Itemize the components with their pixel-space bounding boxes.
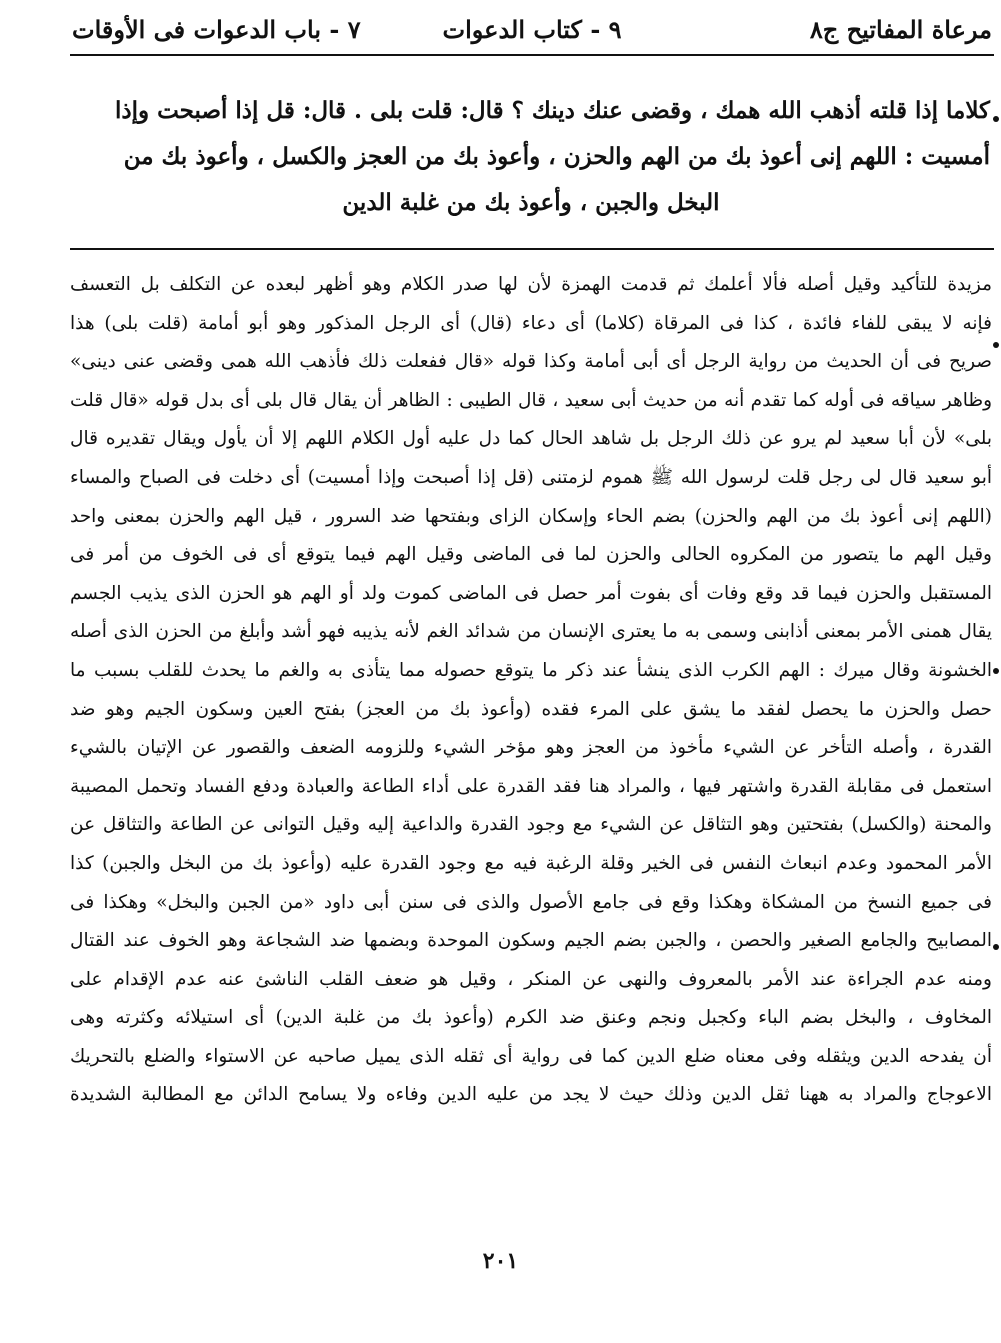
commentary-line: الاعوجاج والمراد به ههنا ثقل الدين وذلك حيث لا يجد من عليه الدين وفاءه ولا يسامح الدائن مع المطالبة الشديدة	[70, 1084, 992, 1106]
commentary-line: وظاهر سياقه فى أوله كما تقدم أنه من حديث أبى سعيد ، قال الطيبى : الظاهر أن يقال قال بلى أى بدل قوله «قال قلت	[70, 389, 992, 411]
commentary-line: أبو سعيد قال لى رجل قلت لرسول الله ﷺ هموم لزمتنى (قل إذا أصبحت وإذا أمسيت) أى دخلت فى الصباح والمساء	[70, 466, 992, 488]
commentary-line: القدرة ، وأصله التأخر عن الشيء مأخوذ من العجز وهو مؤخر الشيء وللزومه الضعف والقصور عن الإتيان بالشيء	[70, 737, 992, 759]
commentary-text	[70, 266, 992, 1115]
commentary-line: حصل والحزن ما يحصل لفقد ما يشق على المرء فقده (وأعوذ بك من العجز) بفتح العين وسكون الجيم وهو ضد	[70, 698, 992, 720]
header-divider	[70, 54, 994, 56]
header-chapter: ٩ - كتاب الدعوات	[442, 15, 622, 44]
commentary-line: المخاوف ، والبخل بضم الباء وكجبل ونجم وعنق ضد الكرم (وأعوذ بك من غلبة الدين) أى استيلائه وكثرته وهى	[70, 1007, 992, 1029]
header-book-title: مرعاة المفاتيح ج٨	[809, 15, 992, 44]
commentary-line: المصابيح والجامع الصغير والحصن ، والجبن بضم الجيم وسكون الموحدة وبضمها ضد الشجاعة وهو الخوف عند القتال	[70, 930, 992, 952]
commentary-line: استعمل فى مقابلة القدرة واشتهر فيها ، والمراد هنا فقد القدرة على أداء الطاعة والعبادة ودفع الفساد وتحمل المصيبة	[70, 775, 992, 797]
margin-dot	[993, 342, 999, 348]
margin-dot	[993, 116, 999, 122]
hadith-line: أمسيت : اللهم إنى أعوذ بك من الهم والحزن ، وأعوذ بك من العجز والكسل ، وأعوذ بك من	[123, 143, 990, 170]
header-section: ٧ - باب الدعوات فى الأوقات	[72, 15, 361, 44]
commentary-line: صريح فى أن الحديث من رواية الرجل أى أبى أمامة وكذا قوله «قال ففعلت ذلك فأذهب الله همى وقضى عنى دينى»	[70, 351, 992, 373]
margin-dot	[993, 668, 999, 674]
commentary-line: الخشونة وقال ميرك : الهم الكرب الذى ينشأ عند ذكر ما يتوقع حصوله مما يتأذى به والغم ما يحدث للقلب بسبب ما	[70, 659, 992, 681]
commentary-line: (اللهم إنى أعوذ بك من الهم والحزن) بضم الحاء وإسكان الزاى وبفتحها ضد السرور ، قيل الهم والحزن بمعنى واحد	[70, 505, 992, 527]
commentary-line: الأمر المحمود وعدم انبعاث النفس فى الخير وقلة الرغبة فيه مع وجود القدرة عليه (وأعوذ بك من البخل والجبن) كذا	[70, 852, 992, 874]
margin-dot	[993, 944, 999, 950]
commentary-line: ومنه عدم الجراءة عند الأمر بالمعروف والنهى عن المنكر ، وقيل هو ضعف القلب الناشئ عنه عدم الإقدام على	[70, 968, 992, 990]
commentary-line: أن يفدحه الدين ويثقله وفى معناه ضلع الدين كما فى رواية أى ثقله الذى يميل صاحبه عن الاستواء والضلع بالتحريك	[70, 1045, 992, 1067]
commentary-line: وقيل الهم ما يتصور من المكروه الحالى والحزن لما فى الماضى وقيل الهم فيما يتوقع أى فى الخوف من أمر فى	[70, 544, 992, 566]
hadith-line: كلاما إذا قلته أذهب الله همك ، وقضى عنك دينك ؟ قال: قلت بلى . قال: قل إذا أصبحت وإذا	[114, 97, 990, 124]
page-number: ٢٠١	[482, 1248, 519, 1274]
section-divider	[70, 248, 994, 250]
commentary-line: والمحنة (والكسل) بفتحتين وهو التثاقل عن الشيء مع وجود القدرة والداعية إليه وقيل التوانى عن الطاعة والتثاقل عن	[70, 814, 992, 836]
hadith-line: البخل والجبن ، وأعوذ بك من غلبة الدين	[342, 189, 720, 216]
commentary-line: بلى» لأن أبا سعيد لم يرو عن ذلك الرجل بل شاهد الحال كما دل عليه أول الكلام اللهم إلا أن يأول ويقال تقديره قال	[70, 428, 992, 450]
commentary-line: يقال همنى الأمر بمعنى أذابنى وسمى به ما يعترى الإنسان من شدائد الغم لأنه يذيبه فهو أشد وأبلغ من الحزن الذى أصله	[70, 621, 992, 643]
commentary-line: فى جميع النسخ من المشكاة وهكذا وقع فى جامع الأصول والذى فى سنن أبى داود «من الجبن والبخل» وهكذا فى	[70, 891, 992, 913]
commentary-line: مزيدة للتأكيد وقيل أصله فألا أعلمك ثم قدمت الهمزة لأن لها صدر الكلام وهو أظهر لبعده عن التكلف بل التعسف	[70, 274, 992, 295]
commentary-line: فإنه لا يبقى للفاء فائدة ، كذا فى المرقاة (كلاما) أى دعاء (قال) أى الرجل المذكور وهو أبو أمامة (قلت بلى) هذا	[70, 312, 992, 334]
commentary-line: المستقبل والحزن فيما قد وقع وفات أى بفوت أمر حصل فى الماضى كموت ولد أو الهم هو الحزن الذى يذيب الجسم	[70, 582, 992, 604]
running-header	[72, 14, 992, 46]
hadith-text	[72, 88, 990, 226]
